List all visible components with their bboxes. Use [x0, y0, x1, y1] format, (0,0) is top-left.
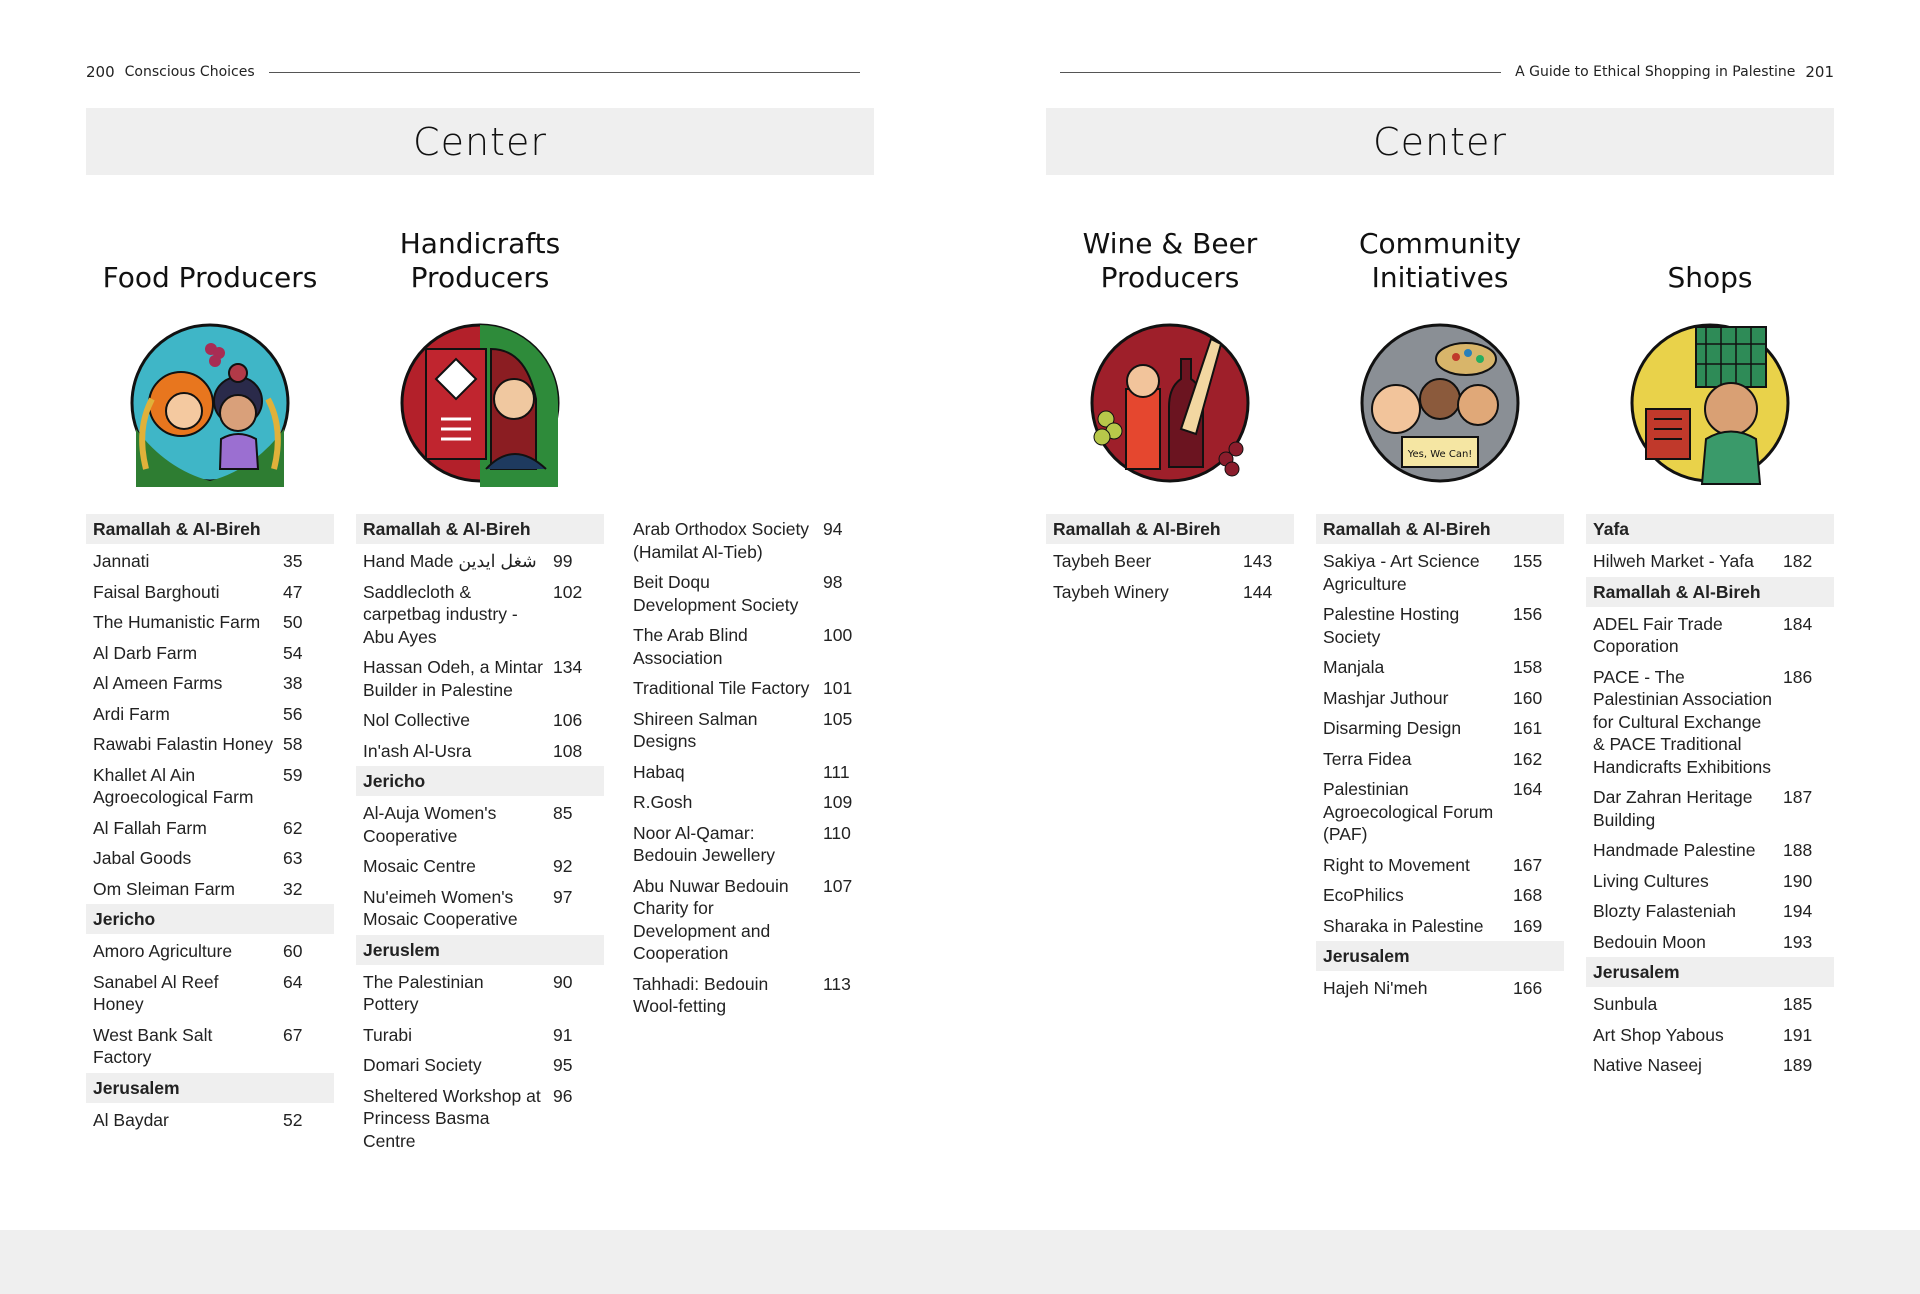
list-item: Hajeh Ni'meh 166 — [1323, 978, 1543, 998]
listing-food-producers — [86, 514, 334, 1135]
list-item: Hassan Odeh, a Mintar Builder in Palestine 134 — [363, 657, 583, 700]
page-number-left: 200 — [86, 63, 115, 81]
list-item: Sunbula 185 — [1593, 994, 1813, 1014]
category-header: Ramallah & Al-Bireh — [86, 514, 334, 544]
section-banner-left: Center — [86, 108, 874, 175]
category-header: Jeruslem — [356, 935, 604, 965]
list-item: Living Cultures 190 — [1593, 870, 1813, 891]
category-header: Jericho — [356, 766, 604, 796]
list-item: Noor Al-Qamar: Bedouin Jewellery 110 — [633, 822, 851, 865]
list-item: ADEL Fair Trade Coporation 184 — [1593, 613, 1813, 656]
list-item: Jannati 35 — [93, 551, 303, 571]
list-item: Domari Society 95 — [363, 1055, 573, 1075]
list-item: Ardi Farm 56 — [93, 703, 303, 724]
list-item: R.Gosh 109 — [633, 792, 853, 812]
list-item: Handmade Palestine 188 — [1593, 840, 1813, 860]
list-item: Sharaka in Palestine 169 — [1323, 915, 1543, 936]
list-item: Sakiya - Art Science Agriculture 155 — [1323, 551, 1543, 594]
listing-shops — [1586, 514, 1834, 1081]
column-title: Handicrafts Producers — [399, 227, 561, 294]
community-illustration — [1356, 319, 1524, 487]
list-item: Turabi 91 — [363, 1024, 573, 1045]
category-header: Ramallah & Al-Bireh — [1046, 514, 1294, 544]
list-item: Al Fallah Farm 62 — [93, 817, 303, 838]
column-wine-beer — [1046, 200, 1294, 487]
right-page — [960, 0, 1920, 1230]
category-header: Jerusalem — [86, 1073, 334, 1103]
list-item: Dar Zahran Heritage Building 187 — [1593, 787, 1813, 830]
list-item: Right to Movement 167 — [1323, 854, 1543, 875]
column-community — [1316, 200, 1564, 487]
column-title: Wine & Beer Producers — [1082, 227, 1258, 294]
column-food-producers — [86, 200, 334, 487]
footer-band — [0, 1230, 1920, 1294]
left-page — [0, 0, 960, 1230]
list-item: Terra Fidea 162 — [1323, 748, 1543, 769]
list-item: Arab Orthodox Society (Hamilat Al-Tieb) 94 — [633, 519, 843, 562]
column-shops — [1586, 200, 1834, 487]
column-handicrafts — [356, 200, 604, 487]
list-item: PACE - The Palestinian Association for Cultural Exchange & PACE Traditional Handicrafts Exhibitions 186 — [1593, 666, 1813, 777]
column-title: Food Producers — [102, 261, 318, 294]
illustration-sign-text: Yes, We Can! — [1407, 449, 1473, 460]
running-head-right — [1046, 60, 1834, 84]
listing-handicrafts-continued — [626, 514, 874, 1022]
running-title-right: A Guide to Ethical Shopping in Palestine — [1515, 64, 1796, 80]
list-item: Manjala 158 — [1323, 657, 1543, 677]
list-item: Traditional Tile Factory 101 — [633, 678, 853, 698]
list-item: Mashjar Juthour 160 — [1323, 687, 1543, 708]
column-title: Shops — [1667, 261, 1753, 294]
list-item: Taybeh Beer 143 — [1053, 551, 1273, 571]
category-header: Ramallah & Al-Bireh — [356, 514, 604, 544]
page-number-right: 201 — [1805, 63, 1834, 81]
category-header: Jericho — [86, 904, 334, 934]
running-title-left: Conscious Choices — [124, 64, 255, 80]
list-item: Khallet Al Ain Agroecological Farm 59 — [93, 764, 303, 807]
list-item: The Arab Blind Association 100 — [633, 625, 853, 668]
list-item: Om Sleiman Farm 32 — [93, 878, 303, 899]
handicrafts-illustration — [396, 319, 564, 487]
category-header: Ramallah & Al-Bireh — [1316, 514, 1564, 544]
list-item: Sanabel Al Reef Honey 64 — [93, 971, 303, 1014]
list-item: Mosaic Centre 92 — [363, 856, 573, 876]
listing-wine-beer — [1046, 514, 1294, 607]
list-item: The Palestinian Pottery 90 — [363, 971, 573, 1014]
list-item: Abu Nuwar Bedouin Charity for Development and Cooperation 107 — [633, 875, 853, 963]
list-item: Rawabi Falastin Honey 58 — [93, 734, 303, 754]
list-item: Palestine Hosting Society 156 — [1323, 604, 1543, 647]
list-item: Shireen Salman Designs 105 — [633, 708, 853, 751]
list-item: Al-Auja Women's Cooperative 85 — [363, 803, 573, 846]
header-rule — [1060, 72, 1501, 73]
list-item: Amoro Agriculture 60 — [93, 941, 303, 961]
listing-handicrafts — [356, 514, 604, 1156]
category-header: Ramallah & Al-Bireh — [1586, 577, 1834, 607]
list-item: Saddlecloth & carpetbag industry - Abu Ayes 102 — [363, 581, 583, 647]
list-item: Habaq 111 — [633, 761, 850, 782]
column-title: Community Initiatives — [1358, 227, 1522, 294]
shops-illustration — [1626, 319, 1794, 487]
list-item: Palestinian Agroecological Forum (PAF) 164 — [1323, 779, 1543, 844]
list-item: Native Naseej 189 — [1593, 1055, 1813, 1075]
list-item: Hand Made شغل ايدين 99 — [363, 551, 573, 571]
category-header: Jerusalem — [1316, 941, 1564, 971]
list-item: Sheltered Workshop at Princess Basma Centre 96 — [363, 1085, 573, 1151]
list-item: Jabal Goods 63 — [93, 848, 303, 868]
list-item: In'ash Al-Usra 108 — [363, 740, 583, 761]
list-item: Al Darb Farm 54 — [93, 642, 303, 663]
list-item: EcoPhilics 168 — [1323, 885, 1543, 905]
list-item: Nol Collective 106 — [363, 710, 583, 730]
listing-community — [1316, 514, 1564, 1004]
list-item: Bedouin Moon 193 — [1593, 931, 1813, 952]
section-banner-right: Center — [1046, 108, 1834, 175]
list-item: Beit Doqu Development Society 98 — [633, 572, 843, 615]
list-item: West Bank Salt Factory 67 — [93, 1024, 303, 1067]
list-item: Art Shop Yabous 191 — [1593, 1024, 1813, 1045]
wine-beer-illustration — [1086, 319, 1254, 487]
category-header: Jerusalem — [1586, 957, 1834, 987]
running-head-left — [86, 60, 874, 84]
list-item: Nu'eimeh Women's Mosaic Cooperative 97 — [363, 886, 573, 929]
category-header: Yafa — [1586, 514, 1834, 544]
list-item: The Humanistic Farm 50 — [93, 612, 303, 632]
list-item: Taybeh Winery 144 — [1053, 581, 1273, 602]
list-item: Al Baydar 52 — [93, 1109, 303, 1130]
list-item: Hilweh Market - Yafa 182 — [1593, 551, 1813, 571]
list-item: Tahhadi: Bedouin Wool-fetting 113 — [633, 973, 851, 1016]
list-item: Blozty Falasteniah 194 — [1593, 901, 1813, 921]
list-item: Disarming Design 161 — [1323, 718, 1543, 738]
food-producers-illustration — [126, 319, 294, 487]
list-item: Al Ameen Farms 38 — [93, 673, 303, 693]
header-rule — [269, 72, 860, 73]
list-item: Faisal Barghouti 47 — [93, 581, 303, 602]
